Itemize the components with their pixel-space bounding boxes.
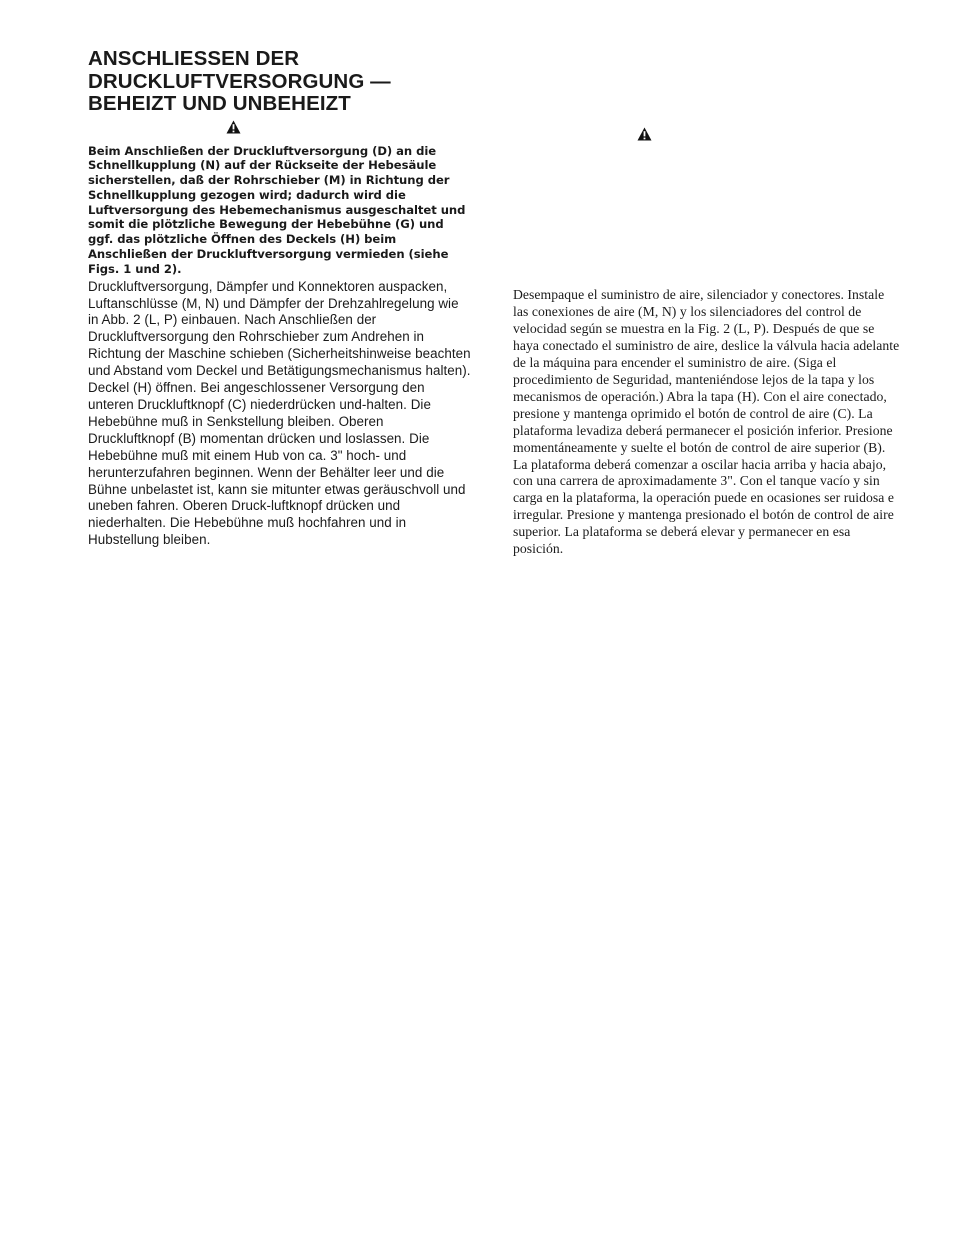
- spanish-column: [513, 122, 903, 558]
- instruction-paragraph: Druckluftversorgung, Dämpfer und Konnektoren auspacken, Luftanschlüsse (M, N) und Dämpfer der Drehzahlregelung wie in Abb. 2 (L, P) einbauen. Nach Anschließen der Druckluftversorgung den Rohrschieber zum Andrehen in Richtung der Maschine schieben (Sicherheitshinweise beachten und Abstand vom Deckel und Betätigungsmechanismus halten). Deckel (H) öffnen. Bei angeschlossener Versorgung den unteren Druckluftknopf (C) niederdrücken und-halten. Die Hebebühne muß in Senkstellung bleiben. Oberen Druckluftknopf (B) momentan drücken und loslassen. Die Hebebühne muß mit einem Hub von ca. 3" hoch- und herunterzufahren beginnen. Wenn der Behälter leer und die Bühne unbelastet ist, kann sie mitunter etwas geräuschvoll und uneben fahren. Oberen Druck-luftknopf drücken und niederhalten. Die Hebebühne muß hochfahren und in Hubstellung bleiben.: [88, 278, 471, 548]
- warning-text: Beim Anschließen der Druckluftversorgung (D) an die Schnellkupplung (N) auf der Rückseite der Hebesäule sicherstellen, daß der Rohrschieber (M) in Richtung der Schnellkupplung gezogen wird; dadurch wird die Luftversorgung des Hebemechanismus ausgeschaltet und somit die plötzliche Bewegung der Hebebühne (G) und ggf. das plötzliche Öffnen des Deckels (H) beim Anschließen der Druckluftversorgung vermieden (siehe Figs. 1 und 2).: [88, 143, 466, 276]
- german-column: [88, 48, 472, 549]
- warning-triangle-icon: [226, 120, 241, 134]
- instruction-paragraph-es: Desempaque el suministro de aire, silenciador y conectores. Instale las conexiones de aire (M, N) y los silenciadores del control de velocidad según se muestra en la Fig. 2 (L, P). Después de que se haya conectado el suministro de aire, deslice la válvula hacia adelante de la máquina para encender el suministro de aire. (Siga el procedimiento de Seguridad, manteniéndose lejos de la tapa y los mecanismos de operación.) Abra la tapa (H). Con el aire conectado, presione y mantenga oprimido el botón de control de aire (C). La plataforma levadiza deberá permanecer el posición inferior. Presione momentáneamente y suelte el botón de control de aire superior (B). La plataforma deberá comenzar a oscilar hacia arriba y hacia abajo, con una carrera de aproximadamente 3". Con el tanque vacío y sin carga en la plataforma, la operación puede en ocasiones ser ruidosa e irregular. Presione y mantenga presionado el botón de control de aire superior. La plataforma se deberá elevar y permanecer en esa posición.: [513, 287, 900, 557]
- section-title: ANSCHLIESSEN DER DRUCKLUFTVERSORGUNG — BEHEIZT UND UNBEHEIZT: [88, 47, 391, 115]
- warning-triangle-icon: [637, 127, 652, 141]
